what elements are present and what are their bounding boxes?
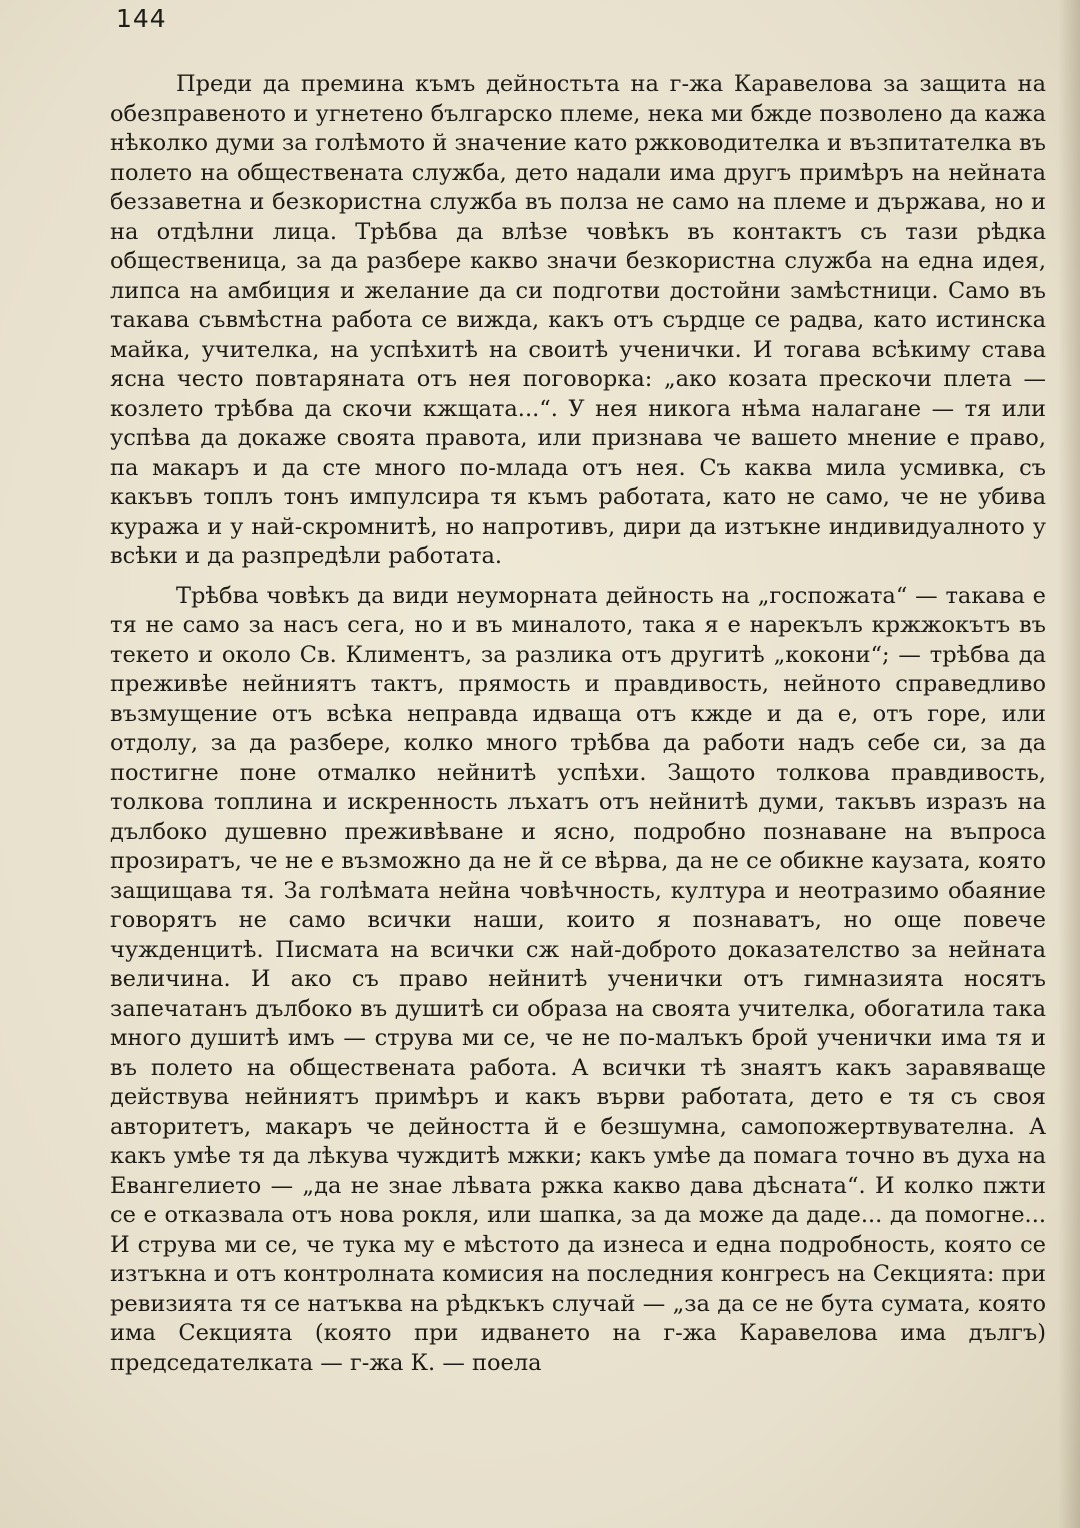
page-number: 144 (116, 4, 167, 33)
body-text (110, 70, 1046, 1378)
page-gutter-shadow (1058, 0, 1080, 1528)
paragraph-2: Трѣбва човѣкъ да види неуморната дейность на „госпожата“ — такава е тя не само за насъ сега, но и въ миналото, така я е нарекълъ кржжокътъ въ текето и около Св. Климентъ, за разлика отъ другитѣ „кокони“; — трѣбва да преживѣе нейниятъ тактъ, прямость и правдивость, нейното справедливо възмущение отъ всѣка неправда идваща отъ кжде и да е, отъ горе, или отдолу, за да разбере, колко много трѣбва да работи надъ себе си, за да постигне поне отмалко нейнитѣ успѣхи. Защото толкова правдивость, толкова топлина и искренность лъхатъ отъ нейнитѣ думи, такъвъ изразъ на дълбоко душевно преживѣване и ясно, подробно познаване на въпроса прозиратъ, че не е възможно да не й се вѣрва, да не се обикне каузата, която защищава тя. За голѣмата нейна човѣчность, култура и неотразимо обаяние говорятъ не само всички наши, които я познаватъ, но още повече чужденцитѣ. Писмата на всички сж най-доброто доказателство за нейната величина. И ако съ право нейнитѣ ученички отъ гимназията носятъ запечатанъ дълбоко въ душитѣ си образа на своята учителка, обогатила така много душитѣ имъ — струва ми се, че не по-малъкъ брой ученички има тя и въ полето на обществената работа. А всички тѣ знаятъ какъ заравяваще действува нейниятъ примѣръ и какъ върви работата, дето е тя съ своя авторитетъ, макаръ че дейността й е безшумна, самопожертвувателна. А какъ умѣе тя да лѣкува чуждитѣ мжки; какъ умѣе да помага точно въ духа на Евангелието — „да не знае лѣвата ржка какво дава дѣсната“. И колко пжти се е отказвала отъ нова рокля, или шапка, за да може да даде... да помогне... И струва ми се, че тука му е мѣстото да изнеса и една подробность, която се изтъкна и отъ контролната комисия на последния конгресъ на Секцията: при ревизията тя се натъква на рѣдкъкъ случай — „за да се не бута сумата, която има Секцията (която при идването на г-жа Каравелова има дългъ) председателката — г-жа К. — поела (110, 582, 1046, 1376)
paragraph-1: Преди да премина къмъ дейностьта на г-жа Каравелова за защита на обезправеното и угнетено българско племе, нека ми бжде позволено да кажа нѣколко думи за голѣмото й значение като ржководителка и възпитателка въ полето на обществената служба, дето надали има другъ примѣръ на нейната беззаветна и безкористна служба въ полза не само на племе и държава, но и на отдѣлни лица. Трѣбва да влѣзе човѣкъ въ контактъ съ тази рѣдка общественица, за да разбере какво значи безкористна служба на една идея, липса на амбиция и желание да си подготви достойни замѣстници. Само въ такава съвмѣстна работа се вижда, какъ отъ сърдце се радва, като истинска майка, учителка, на успѣхитѣ на своитѣ ученички. И тогава всѣкиму става ясна често повтаряната отъ нея поговорка: „ако козата прескочи плета — козлето трѣбва да скочи кжщата...“. У нея никога нѣма налагане — тя или успѣва да докаже своята правота, или признава че вашето мнение е право, па макаръ и да сте много по-млада отъ нея. Съ каква мила усмивка, съ какъвъ топлъ тонъ импулсира тя къмъ работата, като не само, че не убива куража и у най-скромнитѣ, но напротивъ, дири да изтъкне индивидуалното у всѣки и да разпредѣли работата. (110, 71, 1046, 569)
